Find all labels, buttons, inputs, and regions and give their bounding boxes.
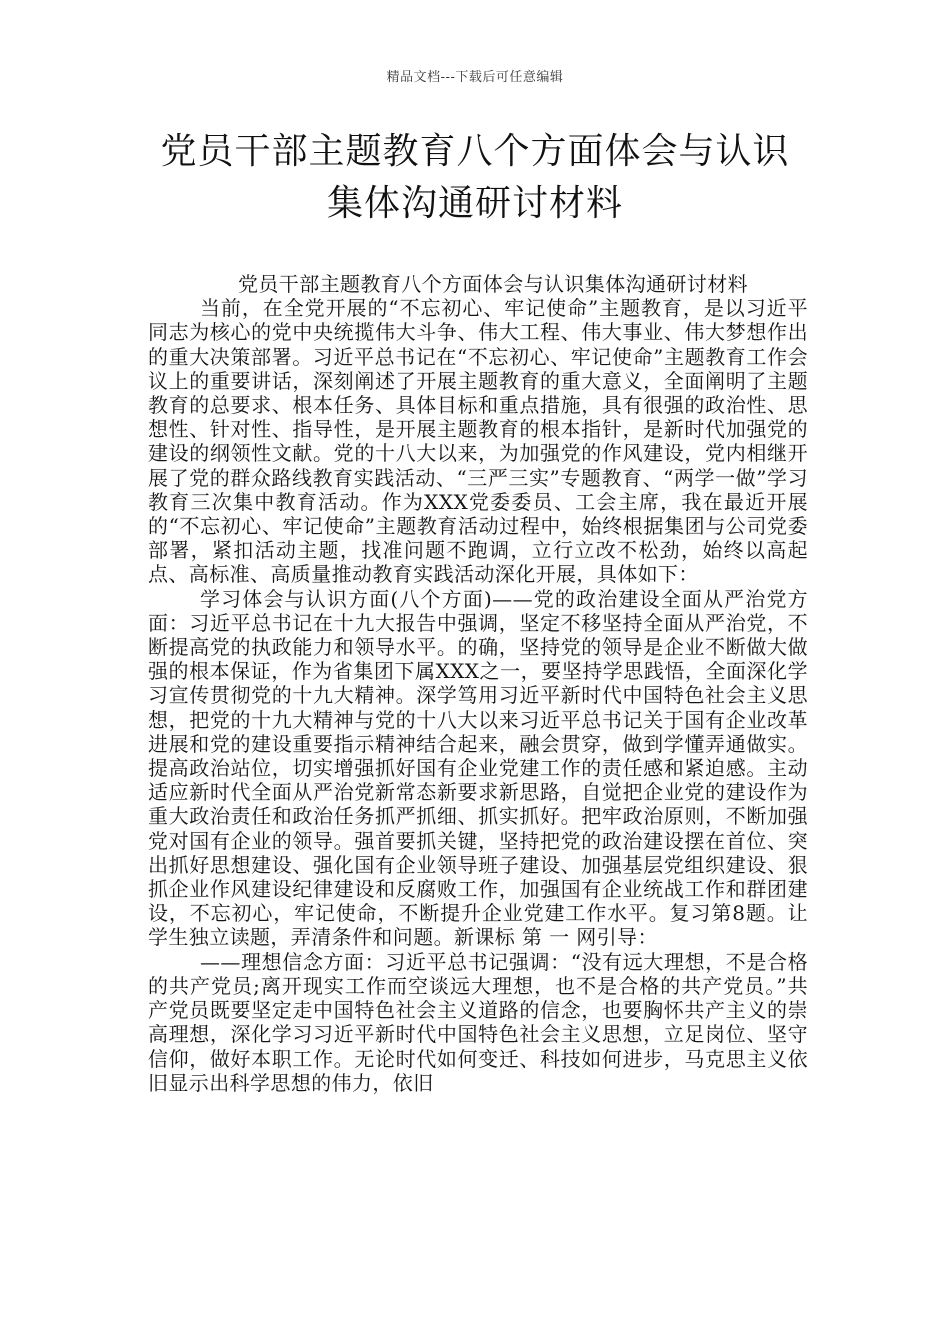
- paragraph-political-building: 学习体会与认识方面(八个方面)——党的政治建设全面从严治党方面：习近平总书记在十九大报告中强调，坚定不移坚持全面从严治党，不断提高党的执政能力和领导水平。的确，坚持党的领导是企业不断做大做强的根本保证，作为省集团下属XXX之一，要坚持学思践悟，全面深化学习宣传贯彻党的十九大精神。深学笃用习近平新时代中国特色社会主义思想，把党的十九大精神与党的十八大以来习近平总书记关于国有企业改革进展和党的建设重要指示精神结合起来，融会贯穿，做到学懂弄通做实。提高政治站位，切实增强抓好国有企业党建工作的责任感和紧迫感。主动适应新时代全面从严治党新常态新要求新思路，自觉把企业党的建设作为重大政治责任和政治任务抓严抓细、抓实抓好。把牢政治原则，不断加强党对国有企业的领导。强首要抓关键，坚持把党的政治建设摆在首位、突出抓好思想建设、强化国有企业领导班子建设、加强基层党组织建设、狠抓企业作风建设纪律建设和反腐败工作，加强国有企业统战工作和群团建设，不忘初心，牢记使命，不断提升企业党建工作水平。复习第8题。让学生独立读题，弄清条件和问题。新课标 第 一 网引导：: [148, 586, 808, 950]
- document-body: [148, 272, 808, 1095]
- document-title: 党员干部主题教育八个方面体会与认识集体沟通研讨材料: [160, 131, 790, 224]
- document-subtitle: 党员干部主题教育八个方面体会与认识集体沟通研讨材料: [238, 272, 748, 296]
- header-note: 精品文档---下载后可任意编辑: [386, 70, 564, 85]
- paragraph-ideals-beliefs: ——理想信念方面：习近平总书记强调：“没有远大理想，不是合格的共产党员;离开现实工作而空谈远大理想，也不是合格的共产党员。”共产党员既要坚定走中国特色社会主义道路的信念，也要胸怀共产主义的崇高理想，深化学习习近平新时代中国特色社会主义思想，立足岗位、坚守信仰，做好本职工作。无论时代如何变迁、科技如何进步，马克思主义依旧显示出科学思想的伟力，依旧: [148, 949, 808, 1095]
- paragraph-intro: 当前，在全党开展的“不忘初心、牢记使命”主题教育，是以习近平同志为核心的党中央统揽伟大斗争、伟大工程、伟大事业、伟大梦想作出的重大决策部署。习近平总书记在“不忘初心、牢记使命”主题教育工作会议上的重要讲话，深刻阐述了开展主题教育的重大意义，全面阐明了主题教育的总要求、根本任务、具体目标和重点措施，具有很强的政治性、思想性、针对性、指导性，是开展主题教育的根本指针，是新时代加强党的建设的纲领性文献。党的十八大以来，为加强党的作风建设，党内相继开展了党的群众路线教育实践活动、“三严三实”专题教育、“两学一做”学习教育三次集中教育活动。作为XXX党委委员、工会主席，我在最近开展的“不忘初心、牢记使命”主题教育活动过程中，始终根据集团与公司党委部署，紧扣活动主题，找准问题不跑调，立行立改不松劲，始终以高起点、高标准、高质量推动教育实践活动深化开展，具体如下：: [148, 296, 808, 587]
